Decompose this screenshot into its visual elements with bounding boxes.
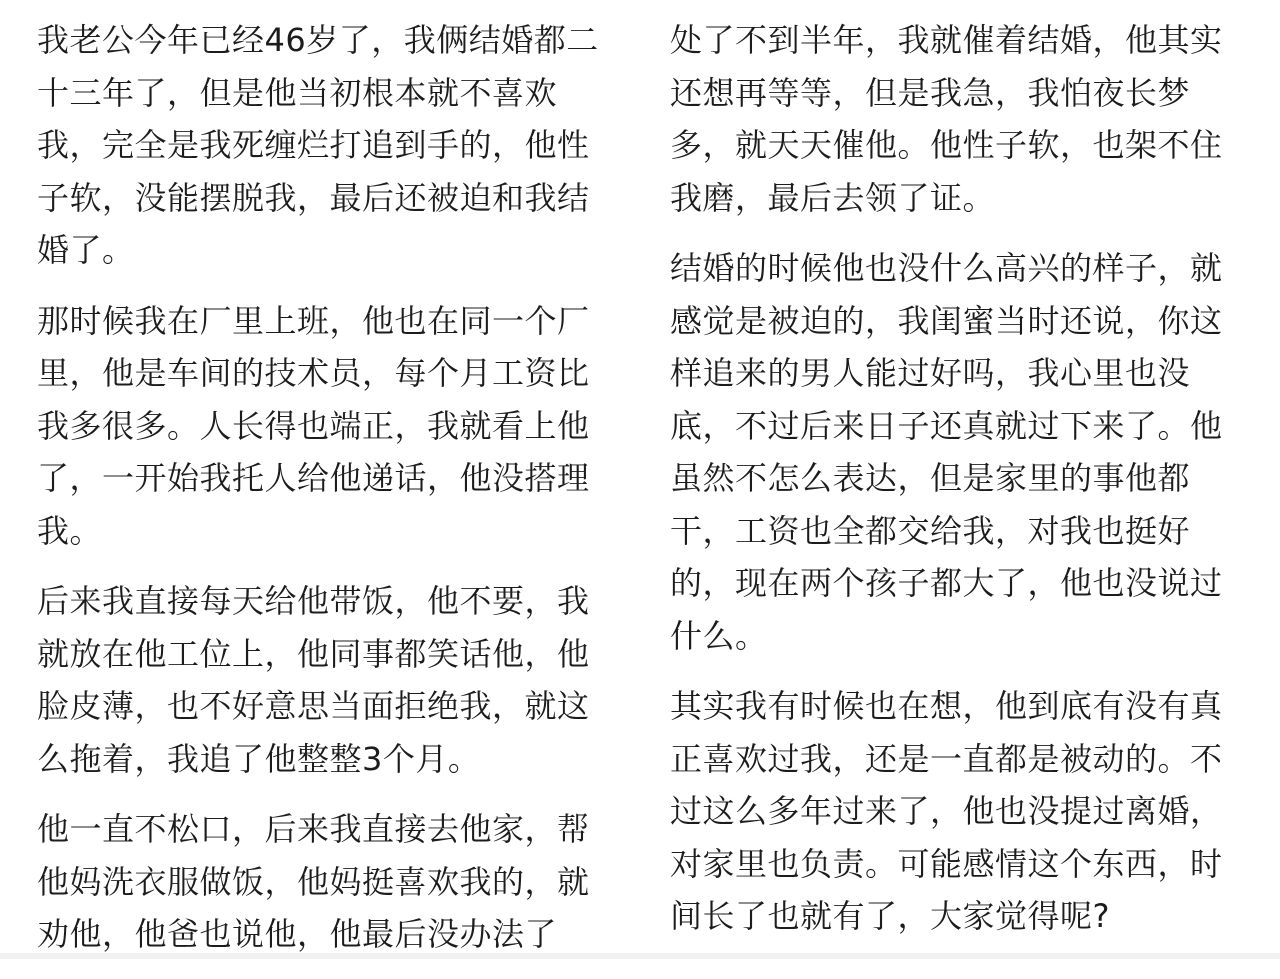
- text-line: 多，就天天催他。他性子软，也架不住: [670, 126, 1223, 164]
- text-line: 结婚的时候他也没什么高兴的样子，就: [670, 249, 1223, 287]
- text-line: 样追来的男人能过好吗，我心里也没: [670, 354, 1191, 392]
- paragraph-5: [670, 14, 1245, 224]
- text-line: 其实我有时候也在想，他到底有没有真: [670, 687, 1223, 725]
- text-line: 我老公今年已经46岁了，我俩结婚都二: [37, 21, 599, 59]
- paragraph-4: [37, 803, 612, 961]
- text-line: 感觉是被迫的，我闺蜜当时还说，你这: [670, 301, 1223, 340]
- text-line: 间长了也就有了，大家觉得呢?: [670, 897, 1110, 935]
- text-line: 子软，没能摆脱我，最后还被迫和我结: [37, 178, 590, 217]
- text-line: 我，完全是我死缠烂打追到手的，他性: [37, 126, 590, 164]
- paragraph-7: [670, 680, 1245, 943]
- paragraph-1: [37, 14, 612, 277]
- text-line: 什么。: [670, 616, 768, 655]
- text-line: 虽然不怎么表达，但是家里的事他都: [670, 459, 1191, 497]
- text-line: 的，现在两个孩子都大了，他也没说过: [670, 564, 1223, 602]
- paragraph-6: [670, 242, 1245, 662]
- text-line: 他一直不松口，后来我直接去他家，帮: [37, 810, 590, 848]
- text-line: 么拖着，我追了他整整3个月。: [37, 739, 481, 778]
- text-line: 十三年了，但是他当初根本就不喜欢: [37, 73, 558, 112]
- text-line: 对家里也负责。可能感情这个东西，时: [670, 844, 1223, 883]
- text-line: 就放在他工位上，他同事都笑话他，他: [37, 634, 590, 673]
- paragraph-2: [37, 295, 612, 558]
- text-line: 处了不到半年，我就催着结婚，他其实: [670, 21, 1223, 59]
- paragraph-3: [37, 575, 612, 785]
- text-line: 我磨，最后去领了证。: [670, 178, 996, 217]
- text-line: 了，一开始我托人给他递话，他没搭理: [37, 459, 590, 497]
- bottom-edge: [0, 953, 1280, 959]
- text-line: 正喜欢过我，还是一直都是被动的。不: [670, 739, 1223, 778]
- text-line: 我。: [37, 511, 103, 550]
- text-line: 底，不过后来日子还真就过下来了。他: [670, 406, 1223, 445]
- text-line: 过这么多年过来了，他也没提过离婚，: [670, 792, 1223, 830]
- text-line: 他妈洗衣服做饭，他妈挺喜欢我的，就: [37, 862, 590, 901]
- text-line: 还想再等等，但是我急，我怕夜长梦: [670, 73, 1191, 112]
- text-line: 劝他，他爸也说他，他最后没办法了: [37, 915, 558, 953]
- right-column: [670, 14, 1245, 961]
- text-line: 后来我直接每天给他带饭，他不要，我: [37, 582, 590, 620]
- left-column: [37, 14, 612, 979]
- text-line: 那时候我在厂里上班，他也在同一个厂: [37, 301, 590, 340]
- text-line: 干，工资也全都交给我，对我也挺好: [670, 511, 1191, 550]
- text-line: 脸皮薄，也不好意思当面拒绝我，就这: [37, 687, 590, 725]
- text-line: 我多很多。人长得也端正，我就看上他: [37, 406, 590, 445]
- text-line: 婚了。: [37, 231, 135, 269]
- text-line: 里，他是车间的技术员，每个月工资比: [37, 354, 590, 392]
